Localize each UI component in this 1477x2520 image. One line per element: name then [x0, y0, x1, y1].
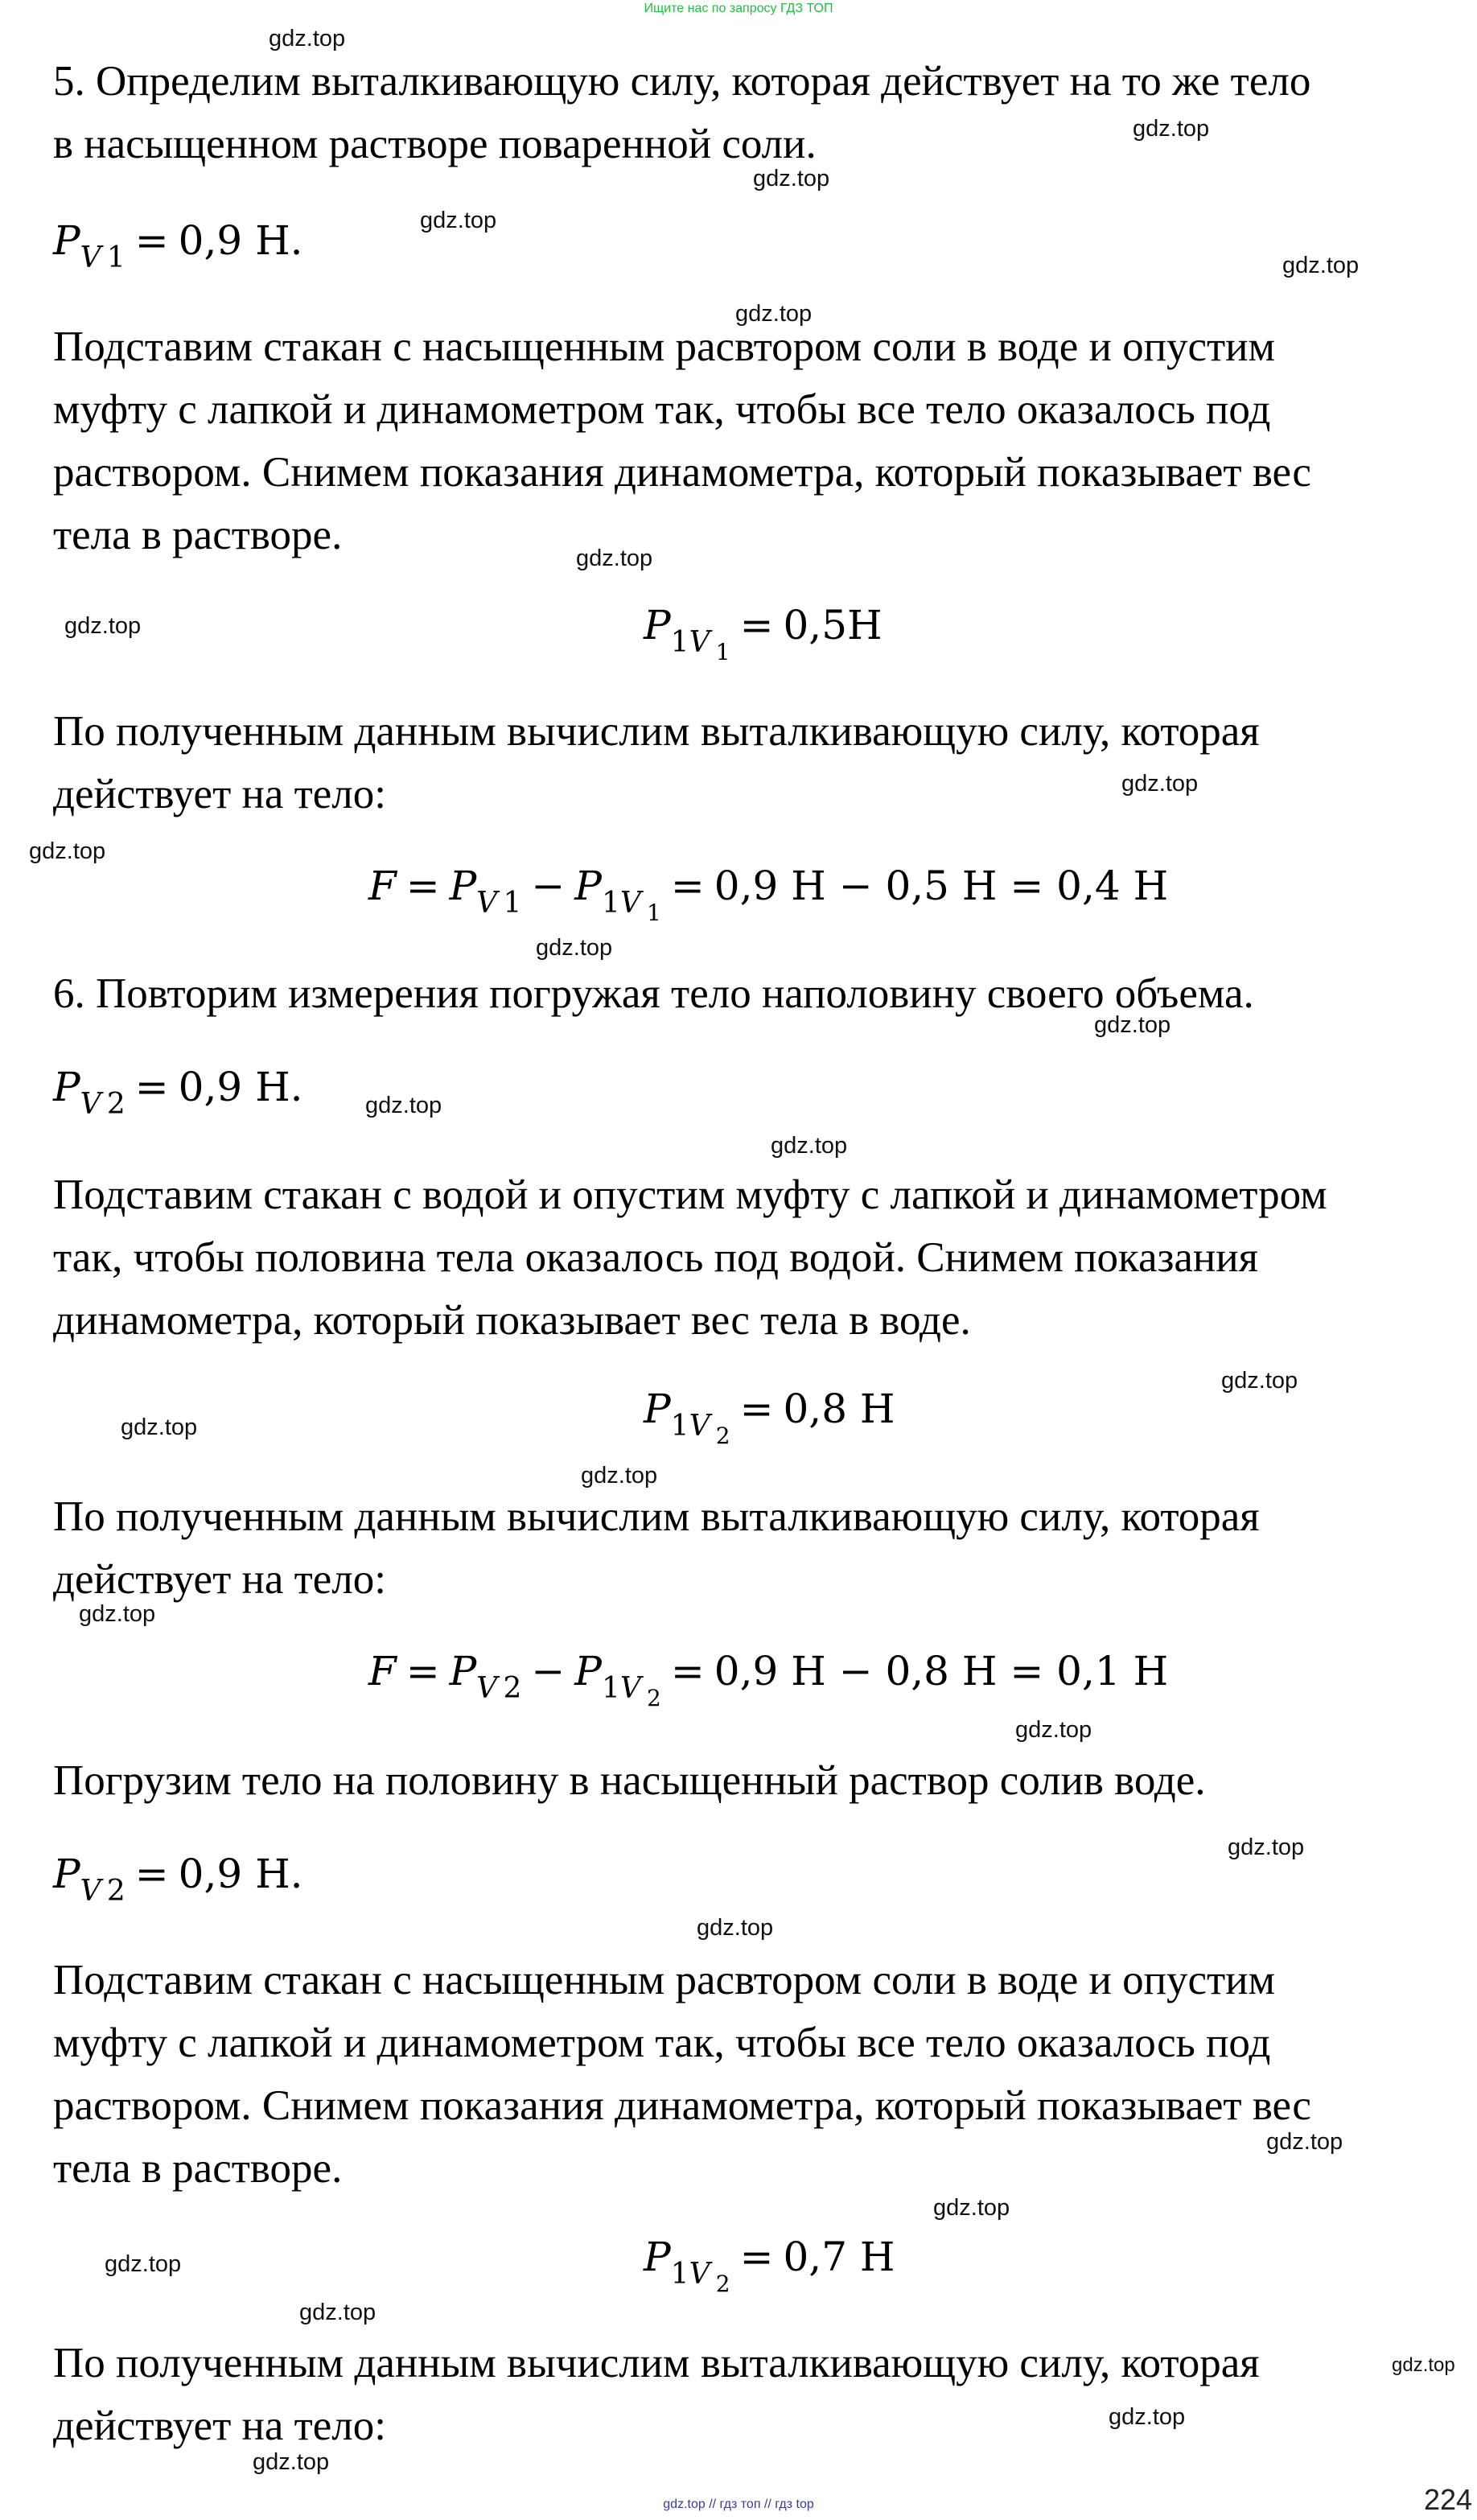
watermark: gdz.top [64, 613, 142, 639]
symbol: F [368, 1648, 397, 1694]
formula-value: 0,9 Н − 0,8 Н = 0,1 Н [714, 1648, 1169, 1694]
paragraph-salt-1 [53, 315, 1311, 566]
watermark: gdz.top [697, 1915, 774, 1941]
watermark: gdz.top [365, 1093, 442, 1118]
watermark: gdz.top [1266, 2129, 1343, 2155]
symbol: V [619, 1672, 641, 1705]
symbol: V [476, 1672, 498, 1705]
paragraph-calc-3 [53, 2332, 1260, 2457]
operator: = [405, 1648, 440, 1694]
watermark: gdz.top [576, 546, 653, 571]
operator: = [134, 1064, 169, 1110]
symbol: P [53, 1064, 80, 1110]
text-line: действует на тело: [53, 771, 386, 817]
text-line: По полученным данным вычислим выталкивающую силу, которая [53, 708, 1260, 755]
index: 1 [715, 639, 730, 665]
index: 2 [715, 2271, 730, 2297]
text-line: так, чтобы половина тела оказалось под водой. Снимем показания [53, 1234, 1259, 1281]
watermark: gdz.top [1228, 1834, 1305, 1860]
text-line: 6. Повторим измерения погружая тело наполовину своего объема. [53, 970, 1254, 1017]
operator: = [405, 863, 440, 909]
symbol: P [449, 1648, 477, 1694]
index: 2 [647, 1685, 661, 1711]
text-line: действует на тело: [53, 1556, 386, 1603]
formula-p1v2-salt [644, 2234, 895, 2297]
watermark: gdz.top [1109, 2404, 1186, 2430]
index: 1 [503, 887, 522, 920]
text-line: Подставим стакан с насыщенным расвтором соли в воде и опустим [53, 323, 1276, 370]
operator: = [134, 1851, 169, 1897]
paragraph-salt-2 [53, 1949, 1311, 2200]
symbol: V [476, 887, 498, 920]
formula-value: 0,9 Н − 0,5 Н = 0,4 Н [714, 863, 1169, 909]
symbol: P [53, 1851, 80, 1897]
watermark: gdz.top [1133, 116, 1210, 142]
text-line: в насыщенном растворе поваренной соли. [53, 121, 817, 167]
symbol: P [574, 1648, 602, 1694]
watermark: gdz.top [753, 166, 830, 191]
watermark: gdz.top [29, 838, 106, 864]
index: 2 [715, 1423, 730, 1449]
index: 1 [670, 1410, 689, 1443]
index: 2 [503, 1672, 522, 1705]
index: 2 [106, 1088, 125, 1121]
formula-value: 0,9 Н. [178, 217, 303, 264]
text-line: муфту с лапкой и динамометром так, чтобы все тело оказалось под [53, 2020, 1271, 2066]
symbol: P [574, 863, 602, 909]
watermark: gdz.top [933, 2195, 1010, 2221]
formula-value: 0,9 Н. [178, 1064, 303, 1110]
watermark: gdz.top [79, 1601, 156, 1627]
index: 1 [601, 887, 620, 920]
text-line: муфту с лапкой и динамометром так, чтобы все тело оказалось под [53, 386, 1271, 433]
watermark: gdz.top [1392, 2354, 1455, 2376]
formula-value: 0,5Н [783, 602, 882, 649]
symbol: V [80, 1088, 101, 1121]
watermark: gdz.top [1221, 1368, 1298, 1394]
operator: = [739, 602, 774, 649]
symbol: V [619, 887, 641, 920]
formula-value: 0,8 Н [783, 1386, 895, 1432]
index: 1 [601, 1672, 620, 1705]
paragraph-water [53, 1163, 1327, 1352]
index: 2 [106, 1875, 125, 1908]
symbol: P [53, 217, 80, 264]
text-line: 5. Определим выталкивающую силу, которая действует на то же тело [53, 58, 1311, 105]
watermark: gdz.top [420, 208, 497, 233]
operator: = [739, 2234, 774, 2280]
symbol: P [644, 2234, 671, 2280]
formula-p1v1 [644, 602, 882, 665]
formula-value: 0,9 Н. [178, 1851, 303, 1897]
watermark: gdz.top [269, 26, 346, 51]
watermark: gdz.top [121, 1414, 198, 1440]
watermark: gdz.top [1094, 1012, 1171, 1038]
paragraph-half-salt [53, 1749, 1206, 1812]
watermark: gdz.top [299, 2300, 376, 2325]
footer-note: gdz.top // гдз топ // гдз top [663, 2497, 814, 2511]
symbol: F [368, 863, 397, 909]
text-line: тела в растворе. [53, 2145, 343, 2192]
symbol: V [80, 241, 101, 274]
operator: − [531, 863, 566, 909]
formula-value: 0,7 Н [783, 2234, 895, 2280]
index: 1 [670, 626, 689, 659]
paragraph-calc-1 [53, 700, 1260, 826]
operator: = [670, 863, 705, 909]
text-line: Подставим стакан с водой и опустим муфту с лапкой и динамометром [53, 1171, 1327, 1218]
text-line: Подставим стакан с насыщенным расвтором соли в воде и опустим [53, 1957, 1276, 2003]
watermark: gdz.top [1015, 1717, 1092, 1743]
text-line: раствором. Снимем показания динамометра, который показывает вес [53, 2082, 1311, 2129]
watermark: gdz.top [1121, 771, 1199, 797]
page-number: 224 [1424, 2483, 1473, 2516]
operator: = [739, 1386, 774, 1432]
paragraph-6 [53, 962, 1254, 1025]
symbol: V [80, 1875, 101, 1908]
text-line: действует на тело: [53, 2403, 386, 2449]
formula-pv2-salt [53, 1851, 303, 1908]
paragraph-calc-2 [53, 1485, 1260, 1611]
formula-pv1 [53, 217, 303, 274]
operator: − [531, 1648, 566, 1694]
formula-force-2 [368, 1648, 1169, 1711]
paragraph-5 [53, 50, 1310, 175]
watermark: gdz.top [735, 301, 813, 327]
formula-pv2 [53, 1064, 303, 1121]
index: 1 [106, 241, 125, 274]
header-note: Ищите нас по запросу ГДЗ ТОП [644, 2, 833, 15]
text-line: раствором. Снимем показания динамометра, который показывает вес [53, 449, 1311, 496]
symbol: V [689, 1410, 710, 1443]
operator: = [134, 217, 169, 264]
index: 1 [647, 900, 661, 926]
watermark: gdz.top [771, 1133, 848, 1159]
symbol: V [689, 626, 710, 659]
watermark: gdz.top [536, 935, 613, 961]
watermark: gdz.top [105, 2251, 182, 2277]
text-line: Погрузим тело на половину в насыщенный раствор солив воде. [53, 1757, 1206, 1804]
text-line: По полученным данным вычислим выталкивающую силу, которая [53, 1493, 1260, 1540]
symbol: V [689, 2258, 710, 2291]
text-line: тела в растворе. [53, 512, 343, 558]
watermark: gdz.top [253, 2449, 330, 2475]
index: 1 [670, 2258, 689, 2291]
text-line: По полученным данным вычислим выталкивающую силу, которая [53, 2340, 1260, 2386]
operator: = [670, 1648, 705, 1694]
formula-p1v2 [644, 1386, 895, 1449]
symbol: P [449, 863, 477, 909]
text-line: динамометра, который показывает вес тела в воде. [53, 1297, 971, 1344]
watermark: gdz.top [581, 1463, 658, 1489]
symbol: P [644, 1386, 671, 1432]
formula-force-1 [368, 863, 1169, 926]
symbol: P [644, 602, 671, 649]
watermark: gdz.top [1282, 253, 1360, 278]
